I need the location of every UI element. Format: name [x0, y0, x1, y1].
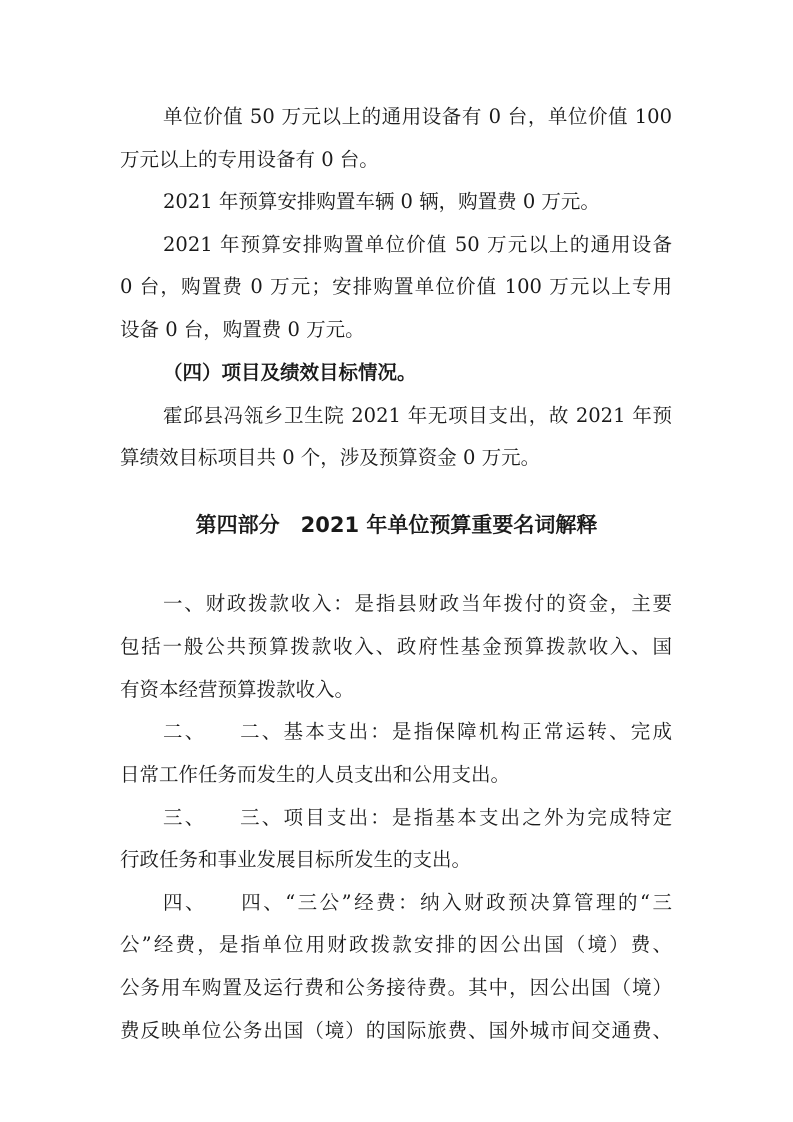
paragraph-line: 2021 年预算安排购置车辆 0 辆，购置费 0 万元。	[163, 190, 600, 213]
term-line: 日常工作任务而发生的人员支出和公用支出。	[120, 763, 511, 786]
term-line: 公务用车购置及运行费和公务接待费。其中，因公出国（境）	[120, 976, 672, 999]
term-line: 费反映单位公务出国（境）的国际旅费、国外城市间交通费、	[120, 1019, 672, 1042]
paragraph-line: 霍邱县冯瓴乡卫生院 2021 年无项目支出，故 2021 年预	[163, 404, 672, 427]
paragraph-line: 万元以上的专用设备有 0 台。	[120, 148, 379, 171]
term-line: 公”经费，是指单位用财政拨款安排的因公出国（境）费、	[120, 933, 672, 956]
paragraph-line: 2021 年预算安排购置单位价值 50 万元以上的通用设备	[163, 233, 672, 256]
paragraph-line: 0 台，购置费 0 万元；安排购置单位价值 100 万元以上专用	[120, 275, 672, 298]
term-line: 行政任务和事业发展目标所发生的支出。	[120, 848, 472, 871]
term-line: 四、 四、“三公”经费：纳入财政预决算管理的“三	[163, 891, 672, 914]
term-line: 一、财政拨款收入：是指县财政当年拨付的资金，主要	[163, 592, 672, 615]
paragraph-line: 设备 0 台，购置费 0 万元。	[120, 318, 365, 341]
paragraph-line: 单位价值 50 万元以上的通用设备有 0 台，单位价值 100	[163, 105, 672, 128]
subsection-title: （四）项目及绩效目标情况。	[163, 361, 417, 384]
term-line: 二、 二、基本支出：是指保障机构正常运转、完成	[163, 720, 672, 743]
paragraph-line: 算绩效目标项目共 0 个，涉及预算资金 0 万元。	[120, 446, 541, 469]
term-line: 三、 三、项目支出：是指基本支出之外为完成特定	[163, 806, 672, 829]
part-heading: 第四部分 2021 年单位预算重要名词解释	[195, 513, 598, 537]
term-line: 有资本经营预算拨款收入。	[120, 678, 355, 701]
term-line: 包括一般公共预算拨款收入、政府性基金预算拨款收入、国	[120, 635, 672, 658]
